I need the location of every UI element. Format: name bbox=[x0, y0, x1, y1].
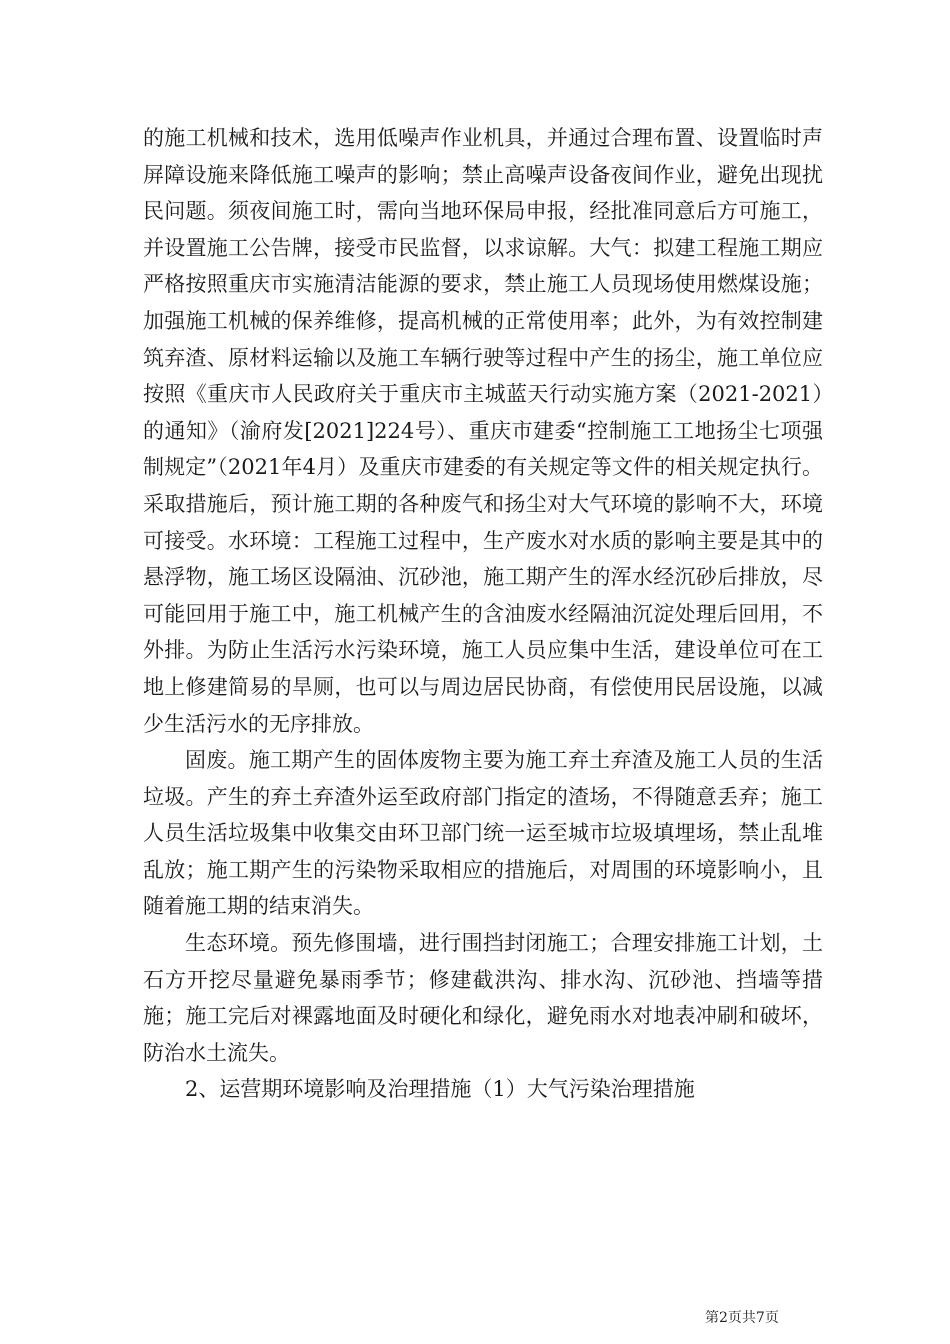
section-heading-operation-period: 2、运营期环境影响及治理措施（1）大气污染治理措施 bbox=[185, 1077, 695, 1102]
paragraph-construction-noise-air-water: 的施工机械和技术，选用低噪声作业机具，并通过合理布置、设置临时声屏障设施来降低施工噪声的影响；禁止高噪声设备夜间作业，避免出现扰民问题。须夜间施工时，需向当地环保局申报，经批准同意后方可施工，并设置施工公告牌，接受市民监督，以求谅解。大气：拟建工程施工期应严格按照重庆市实施清洁能源的要求，禁止施工人员现场使用燃煤设施；加强施工机械的保养维修，提高机械的正常使用率；此外，为有效控制建筑弃渣、原材料运输以及施工车辆行驶等过程中产生的扬尘，施工单位应按照《重庆市人民政府关于重庆市主城蓝天行动实施方案（2021-2021）的通知》（渝府发[2021]224号）、重庆市建委“控制施工工地扬尘七项强制规定”（2021年4月）及重庆市建委的有关规定等文件的相关规定执行。采取措施后，预计施工期的各种废气和扬尘对大气环境的影响不大，环境可接受。水环境：工程施工过程中，生产废水对水质的影响主要是其中的悬浮物，施工场区设隔油、沉砂池，施工期产生的浑水经沉砂后排放，尽可能回用于施工中，施工机械产生的含油废水经隔油沉淀处理后回用，不外排。为防止生活污水污染环境，施工人员应集中生活，建设单位可在工地上修建简易的旱厕，也可以与周边居民协商，有偿使用民居设施，以减少生活污水的无序排放。 bbox=[143, 126, 823, 736]
paragraph-solid-waste: 固废。施工期产生的固体废物主要为施工弃土弃渣及施工人员的生活垃圾。产生的弃土弃渣外运至政府部门指定的渣场，不得随意丢弃；施工人员生活垃圾集中收集交由环卫部门统一运至城市垃圾填埋场，禁止乱堆乱放；施工期产生的污染物采取相应的措施后，对周围的环境影响小，且随着施工期的结束消失。 bbox=[143, 748, 823, 919]
document-body bbox=[143, 120, 823, 1108]
page-number: 第2页共7页 bbox=[705, 1310, 779, 1326]
paragraph-ecological-environment: 生态环境。预先修围墙，进行围挡封闭施工；合理安排施工计划，土石方开挖尽量避免暴雨季节；修建截洪沟、排水沟、沉砂池、挡墙等措施；施工完后对裸露地面及时硬化和绿化，避免雨水对地表冲刷和破坏，防治水土流失。 bbox=[143, 931, 823, 1065]
